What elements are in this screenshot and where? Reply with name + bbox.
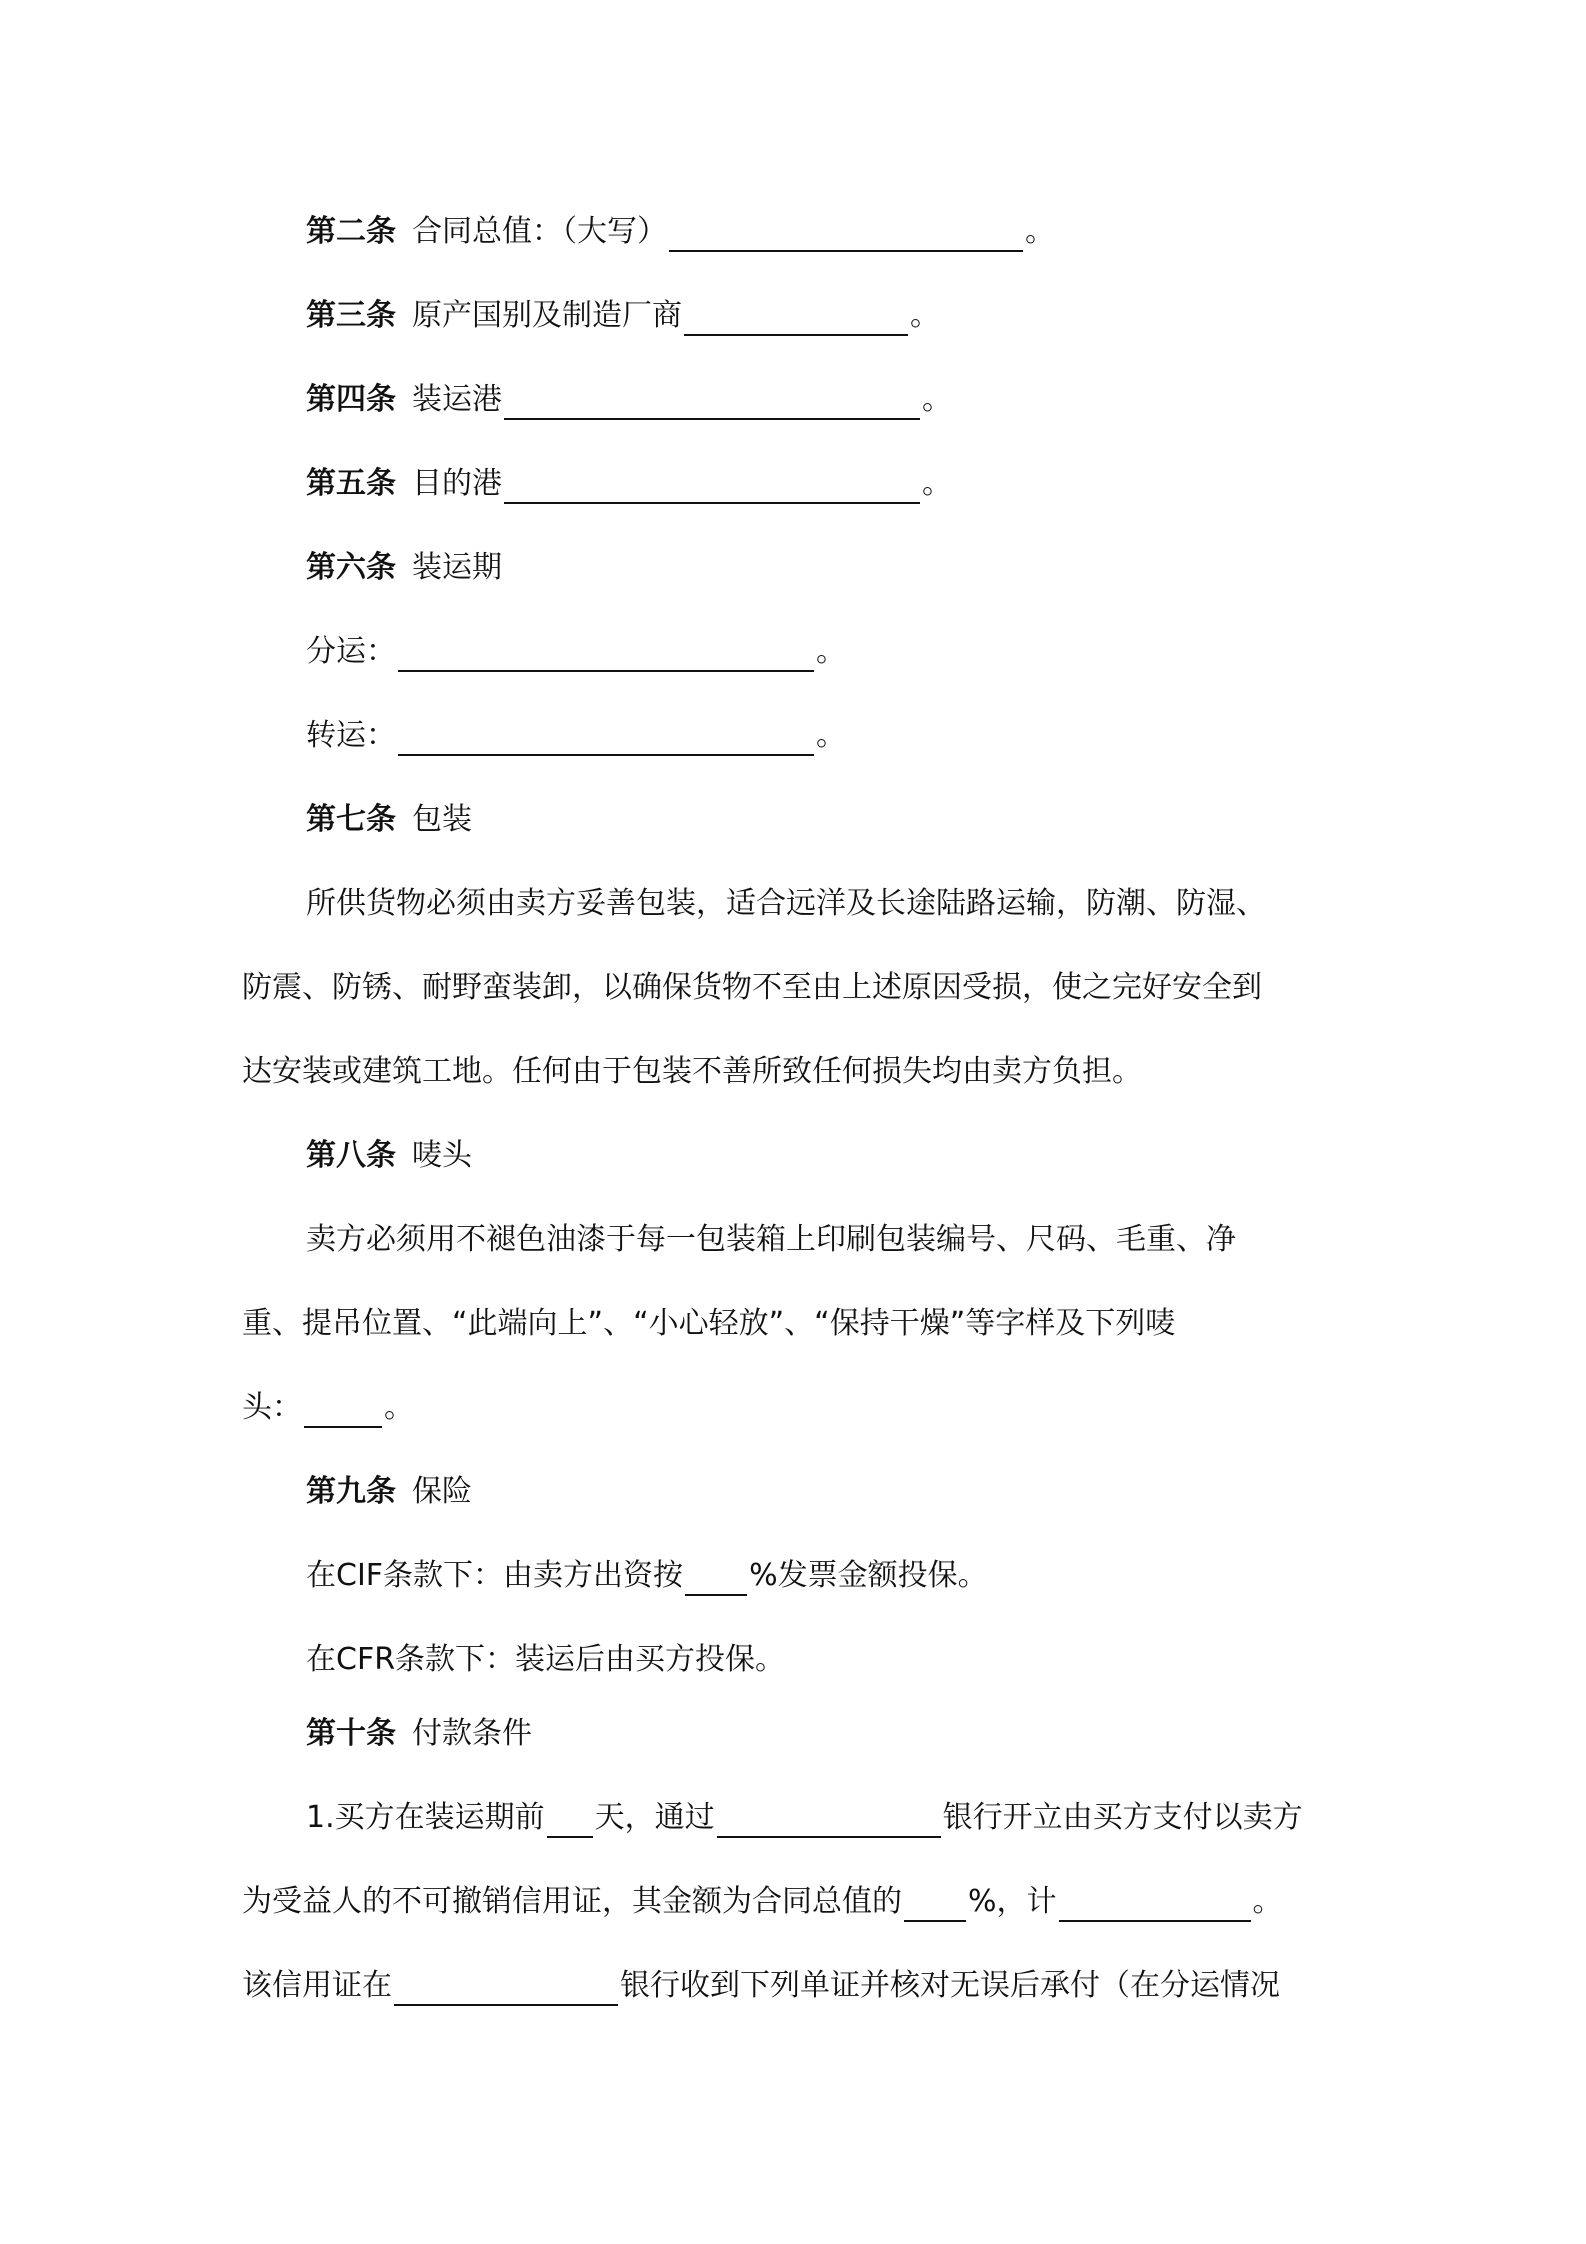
transshipment-label: 转运： [306,718,396,753]
article-8 [306,1136,1426,1176]
article-8-body-line-3 [242,1388,1362,1428]
article-3-title: 第三条 [306,298,396,333]
transshipment [306,716,1426,756]
article-7 [306,800,1426,840]
article-9-label: 保险 [412,1474,472,1509]
article-8-title: 第八条 [306,1138,396,1173]
payment-line-3 [242,1966,1362,2006]
article-10-title: 第十条 [306,1716,396,1751]
article-3-label: 原产国别及制造厂商 [412,298,682,333]
article-7-body-line-3: 达安装或建筑工地。任何由于包装不善所致任何损失均由卖方负担。 [242,1054,1142,1089]
article-8-label: 唛头 [412,1138,472,1173]
article-6-label: 装运期 [412,550,502,585]
article-4-end: 。 [922,382,952,417]
article-5-title: 第五条 [306,466,396,501]
article-7-title: 第七条 [306,802,396,837]
article-8-body-line-2: 重、提吊位置、“此端向上”、“小心轻放”、“保持干燥”等字样及下列唛 [242,1306,1176,1341]
partial-shipment-label: 分运： [306,634,396,669]
partial-shipment [306,632,1426,672]
destination-port-blank [504,468,920,504]
article-4-title: 第四条 [306,382,396,417]
loading-port-blank [504,384,920,420]
shipping-mark-blank [304,1392,382,1428]
article-10 [306,1714,1426,1754]
payment-line-2-p3: 。 [1252,1884,1283,1919]
cfr-clause: 在CFR条款下：装运后由买方投保。 [306,1642,786,1677]
article-2-end: 。 [1025,214,1055,249]
cif-clause-post: %发票金额投保。 [749,1558,988,1593]
transshipment-end: 。 [816,718,846,753]
article-5-label: 目的港 [412,466,502,501]
payment-line-3-p1: 该信用证在 [242,1968,392,2003]
article-9 [306,1472,1426,1512]
insurance-percent-blank [685,1560,747,1596]
article-2 [306,212,1426,252]
lc-amount-blank [1059,1886,1251,1922]
contract-value-blank [669,216,1023,252]
article-2-title: 第二条 [306,214,396,249]
shipping-mark-end: 。 [384,1390,414,1425]
article-8-body-line-1: 卖方必须用不褪色油漆于每一包装箱上印刷包装编号、尺码、毛重、净 [306,1222,1236,1257]
article-7-label: 包装 [412,802,472,837]
payment-line-2-p2: %，计 [968,1884,1057,1919]
payment-line-1 [306,1798,1426,1838]
article-5 [306,464,1426,504]
payment-line-1-p2: 天，通过 [594,1800,715,1835]
article-7-body-line-1: 所供货物必须由卖方妥善包装，适合远洋及长途陆路运输，防潮、防湿、 [306,886,1266,921]
article-7-body-line-2: 防震、防锈、耐野蛮装卸，以确保货物不至由上述原因受损，使之完好安全到 [242,970,1262,1005]
partial-shipment-end: 。 [816,634,846,669]
negotiating-bank-blank [394,1970,618,2006]
article-10-label: 付款条件 [412,1716,532,1751]
article-6-title: 第六条 [306,550,396,585]
payment-line-2 [242,1882,1362,1922]
payment-line-2-p1: 为受益人的不可撤销信用证，其金额为合同总值的 [242,1884,902,1919]
lc-percent-blank [904,1886,966,1922]
payment-line-3-p2: 银行收到下列单证并核对无误后承付（在分运情况 [620,1968,1280,2003]
article-3-end: 。 [910,298,940,333]
partial-shipment-blank [398,636,814,672]
article-4 [306,380,1426,420]
article-6 [306,548,1426,588]
cif-clause [306,1556,1426,1596]
payment-line-1-p3: 银行开立由买方支付以卖方 [942,1800,1303,1835]
cif-clause-pre: 在CIF条款下：由卖方出资按 [306,1558,684,1593]
payment-line-1-p1: 1.买方在装运期前 [306,1800,545,1835]
article-9-title: 第九条 [306,1474,396,1509]
article-2-label: 合同总值：（大写） [412,214,667,249]
article-5-end: 。 [922,466,952,501]
transshipment-blank [398,720,814,756]
article-4-label: 装运港 [412,382,502,417]
origin-manufacturer-blank [684,300,908,336]
opening-bank-blank [717,1802,941,1838]
days-blank [547,1802,593,1838]
shipping-mark-label: 头： [242,1390,302,1425]
article-3 [306,296,1426,336]
